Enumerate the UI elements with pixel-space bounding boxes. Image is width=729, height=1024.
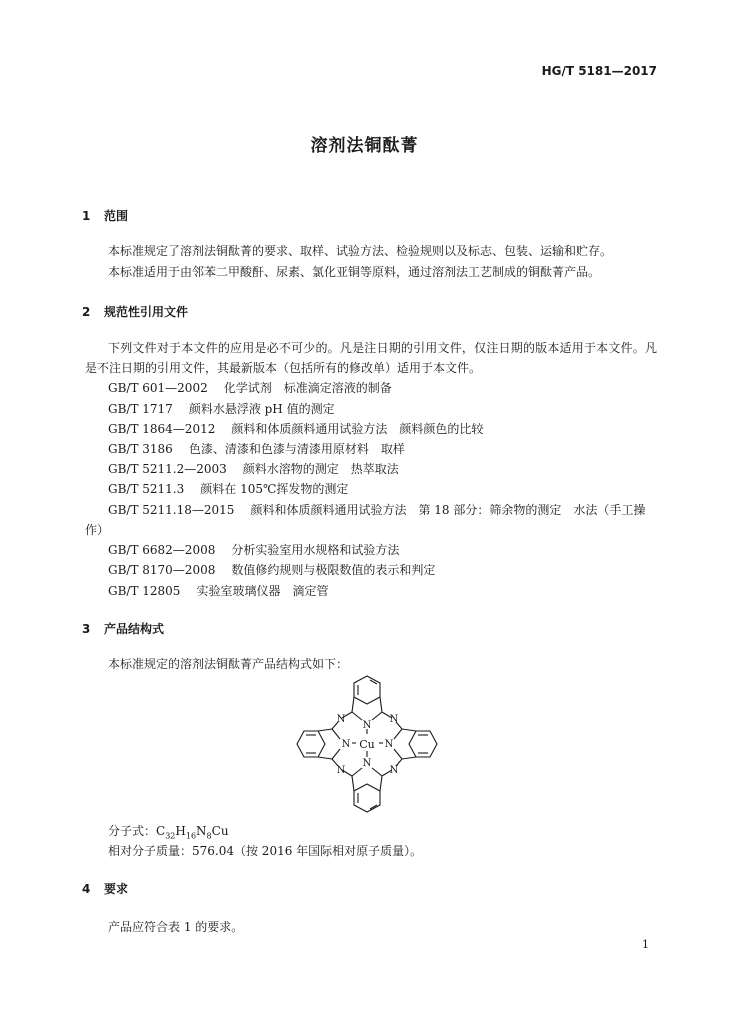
section-title: 规范性引用文件	[104, 305, 189, 319]
reference-item	[108, 440, 405, 457]
formula-subscript-c: 32	[165, 831, 176, 841]
reference-item	[108, 582, 328, 599]
reference-code: GB/T 5211.18—2015	[108, 503, 235, 517]
reference-code: GB/T 8170—2008	[108, 563, 216, 577]
reference-title: 分析实验室用水规格和试验方法	[231, 543, 400, 557]
section-number: 3	[82, 622, 91, 636]
reference-title: 化学试剂 标准滴定溶液的制备	[223, 381, 392, 395]
copper-center-label: Cu	[359, 738, 375, 751]
reference-item	[108, 480, 348, 497]
reference-item	[108, 460, 399, 477]
reference-code: GB/T 6682—2008	[108, 543, 216, 557]
formula-element-c: C	[156, 824, 166, 838]
reference-code: GB/T 3186	[108, 442, 173, 456]
aza-n-bottom-right: N	[389, 765, 399, 776]
page-number: 1	[642, 938, 649, 951]
structure-intro: 本标准规定的溶剂法铜酞菁产品结构式如下：	[108, 657, 349, 671]
reference-item	[108, 379, 392, 396]
section-number: 2	[82, 305, 91, 319]
formula-subscript-h: 16	[185, 831, 197, 841]
reference-title: 实验室玻璃仪器 滴定管	[196, 584, 329, 598]
aza-n-bottom-left: N	[336, 765, 346, 776]
reference-code: GB/T 5211.2—2003	[108, 462, 227, 476]
standard-number: HG/T 5181—2017	[541, 64, 657, 78]
section-title: 产品结构式	[104, 622, 165, 636]
reference-title: 色漆、清漆和色漆与清漆用原材料 取样	[188, 442, 405, 456]
reference-code: GB/T 12805	[108, 584, 181, 598]
reference-title: 颜料和体质颜料通用试验方法 颜料颜色的比较	[231, 422, 484, 436]
reference-title: 颜料在 105℃挥发物的测定	[200, 482, 349, 496]
molecular-formula	[108, 822, 229, 840]
reference-code: GB/T 1717	[108, 402, 173, 416]
reference-item	[108, 420, 483, 437]
reference-code: GB/T 1864—2012	[108, 422, 216, 436]
section-number: 4	[82, 882, 91, 896]
reference-item	[108, 561, 435, 578]
reference-code: GB/T 5211.3	[108, 482, 185, 496]
section-3-heading	[82, 620, 164, 637]
section-title: 要求	[104, 882, 129, 896]
section-2-heading	[82, 303, 188, 320]
formula-element-h: H	[175, 824, 186, 838]
scope-paragraph-2: 本标准适用于由邻苯二甲酸酐、尿素、氯化亚铜等原料，通过溶剂法工艺制成的铜酞菁产品。	[108, 265, 601, 279]
pyrrole-n-left: N	[341, 739, 351, 750]
reference-code: GB/T 601—2002	[108, 381, 208, 395]
section-title: 范围	[104, 209, 129, 223]
section-1-heading	[82, 207, 128, 224]
requirements-paragraph: 产品应符合表 1 的要求。	[108, 920, 244, 934]
aza-n-top-right: N	[389, 714, 399, 725]
reference-title: 颜料水溶物的测定 热萃取法	[242, 462, 399, 476]
reference-item	[108, 541, 399, 558]
formula-element-n: N	[196, 824, 207, 838]
page-title: 溶剂法铜酞菁	[310, 136, 419, 156]
scope-paragraph-1: 本标准规定了溶剂法铜酞菁的要求、取样、试验方法、检验规则以及标志、包装、运输和贮存。	[108, 244, 613, 258]
reference-title: 颜料水悬浮液 pH 值的测定	[188, 402, 335, 416]
section-number: 1	[82, 209, 91, 223]
reference-title: 颜料和体质颜料通用试验方法 第 18 部分：筛余物的测定 水法（手工操作）	[85, 503, 646, 537]
pyrrole-n-bottom: N	[362, 758, 372, 769]
aza-n-top-left: N	[336, 714, 346, 725]
pyrrole-n-top: N	[362, 720, 372, 731]
pyrrole-n-right: N	[384, 739, 394, 750]
molecular-mass: 相对分子质量：576.04（按 2016 年国际相对原子质量）。	[108, 844, 423, 858]
formula-subscript-n: 8	[206, 831, 212, 841]
formula-label: 分子式：	[108, 824, 157, 838]
section-4-heading	[82, 880, 128, 897]
copper-phthalocyanine-structure	[292, 674, 442, 814]
reference-item	[85, 500, 657, 540]
reference-item	[108, 400, 335, 417]
reference-title: 数值修约规则与极限数值的表示和判定	[231, 563, 436, 577]
references-intro: 下列文件对于本文件的应用是必不可少的。凡是注日期的引用文件，仅注日期的版本适用于本文件。凡是不注日期的引用文件，其最新版本（包括所有的修改单）适用于本文件。	[85, 341, 657, 375]
formula-element-cu: Cu	[211, 824, 229, 838]
